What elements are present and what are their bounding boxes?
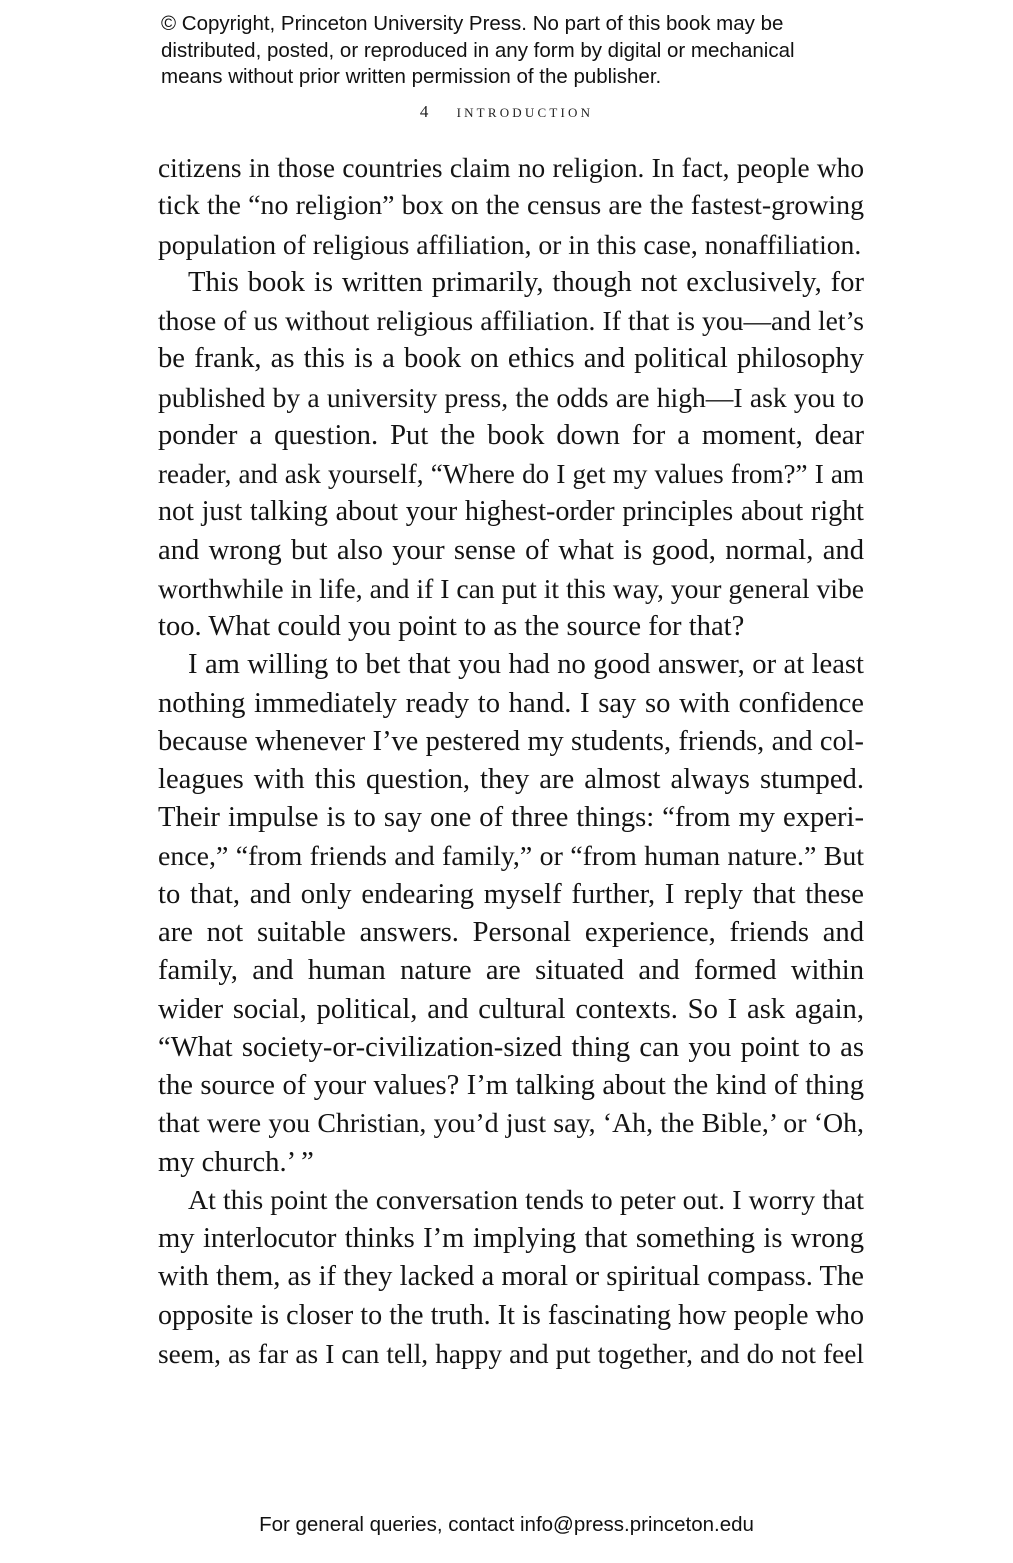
copyright-line: means without prior written permission of the publisher. (161, 65, 662, 88)
text-line: Their impulse is to say one of three things: “from my experi- (158, 802, 864, 834)
section-title: introduction (456, 101, 594, 122)
page-number: 4 (419, 102, 432, 121)
text-line: worthwhile in life, and if I can put it this way, your general vibe (158, 572, 864, 604)
text-line: ponder a question. Put the book down for a moment, dear (158, 419, 864, 451)
text-line: be frank, as this is a book on ethics and political philosophy (158, 343, 864, 375)
text-line: and wrong but also your sense of what is good, normal, and (158, 534, 864, 566)
running-head (0, 101, 1013, 123)
text-line: because whenever I’ve pestered my students, friends, and col- (158, 725, 864, 757)
text-line: too. What could you point to as the source for that? (158, 611, 745, 642)
text-line: those of us without religious affiliation. If that is you—and let’s (158, 305, 864, 336)
footer-contact: For general queries, contact info@press.princeton.edu (259, 1513, 754, 1536)
text-line: that were you Christian, you’d just say, ‘Ah, the Bible,’ or ‘Oh, (158, 1108, 864, 1140)
text-line: ence,” “from friends and family,” or “from human nature.” But (158, 840, 864, 872)
body-text (158, 149, 864, 1373)
copyright-line: © Copyright, Princeton University Press. No part of this book may be (161, 12, 784, 35)
text-line: tick the “no religion” box on the census are the fastest-growing (158, 190, 864, 222)
text-line: citizens in those countries claim no religion. In fact, people who (158, 153, 864, 183)
text-line: family, and human nature are situated and formed within (158, 955, 864, 987)
text-line: wider social, political, and cultural contexts. So I ask again, (158, 993, 864, 1025)
text-line: nothing immediately ready to hand. I say so with confidence (158, 687, 864, 719)
copyright-notice (161, 11, 881, 91)
text-line: opposite is closer to the truth. It is fascinating how people who (158, 1299, 864, 1331)
copyright-line: distributed, posted, or reproduced in any form by digital or mechanical (161, 38, 795, 62)
text-line: seem, as far as I can tell, happy and put together, and do not feel (158, 1338, 864, 1369)
text-line: published by a university press, the odds are high—I ask you to (158, 381, 864, 413)
text-line: This book is written primarily, though not exclusively, for (188, 266, 864, 298)
text-line: reader, and ask yourself, “Where do I get my values from?” I am (158, 459, 864, 489)
text-line: my church.’ ” (158, 1146, 314, 1178)
text-line: my interlocutor thinks I’m implying that something is wrong (158, 1223, 864, 1254)
text-line: are not suitable answers. Personal experience, friends and (158, 917, 864, 948)
text-line: I am willing to bet that you had no good answer, or at least (188, 649, 864, 681)
text-line: not just talking about your highest-order principles about right (158, 496, 864, 528)
text-line: to that, and only endearing myself further, I reply that these (158, 878, 864, 910)
text-line: population of religious affiliation, or in this case, nonaffiliation. (158, 228, 862, 260)
text-line: the source of your values? I’m talking about the kind of thing (158, 1070, 864, 1101)
text-line: “What society-or-civilization-sized thing can you point to as (158, 1031, 864, 1063)
text-line: leagues with this question, they are almost always stumped. (158, 764, 864, 795)
text-line: with them, as if they lacked a moral or spiritual compass. The (158, 1261, 864, 1293)
text-line: At this point the conversation tends to peter out. I worry that (188, 1184, 864, 1216)
